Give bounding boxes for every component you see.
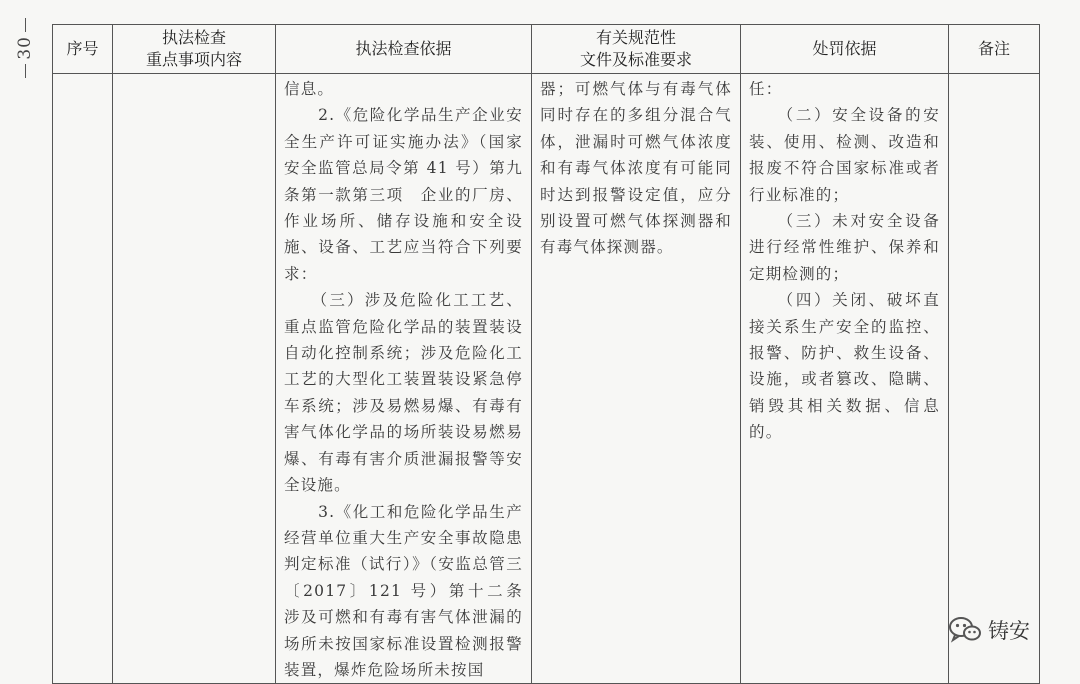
cell-penalty — [741, 74, 949, 684]
page-number-value: 30 — [15, 36, 35, 60]
header-norms-line1: 有关规范性 — [595, 28, 676, 47]
cell-norms — [532, 74, 741, 684]
cell-basis — [276, 74, 532, 684]
header-norms — [532, 25, 741, 74]
header-remarks: 备注 — [949, 25, 1040, 74]
basis-text: 信息。 2.《危险化学品生产企业安全生产许可证实施办法》（国家安全监管总局令第 41 号）第九条第一款第三项 企业的厂房、作业场所、储存设施和安全设施、设备、工艺应当符合下列要求： （三）涉及危险化工工艺、重点监管危险化学品的装置装设自动化控制系统；涉及危险化工工艺的大型化工装置装设紧急停车系统；涉及易燃易爆、有毒有害气体化学品的场所装设易燃易爆、有毒有害介质泄漏报警等安全设施。 3.《化工和危险化学品生产经营单位重大生产安全事故隐患判定标准（试行）》（安监总管三〔2017〕121 号）第十二条 涉及可燃和有毒有害气体泄漏的场所未按国家标准设置检测报警装置，爆炸危险场所未按国 — [284, 80, 523, 679]
header-seq: 序号 — [53, 25, 113, 74]
cell-remarks — [949, 74, 1040, 684]
enforcement-table — [52, 24, 1040, 684]
header-basis: 执法检查依据 — [276, 25, 532, 74]
cell-seq — [53, 74, 113, 684]
watermark-text: 铸安 — [988, 619, 1030, 643]
page-number-dash-bottom — [25, 64, 26, 78]
page-number-dash-top — [25, 18, 26, 32]
cell-items — [113, 74, 276, 684]
norms-text: 器；可燃气体与有毒气体同时存在的多组分混合气体，泄漏时可燃气体浓度和有毒气体浓度有可能同时达到报警设定值，应分别设置可燃气体探测器和有毒气体探测器。 — [540, 80, 732, 257]
header-penalty: 处罚依据 — [741, 25, 949, 74]
penalty-text: 任： （二）安全设备的安装、使用、检测、改造和报废不符合国家标准或者行业标准的； （三）未对安全设备进行经常性维护、保养和定期检测的； （四）关闭、破坏直接关系生产安全的监控、报警、防护、救生设备、设施，或者篡改、隐瞒、销毁其相关数据、信息的。 — [749, 80, 940, 442]
wechat-icon — [948, 616, 982, 644]
header-norms-line2: 文件及标准要求 — [579, 50, 692, 69]
page-number — [14, 18, 36, 98]
header-items-line2: 重点事项内容 — [145, 50, 242, 69]
header-items — [113, 25, 276, 74]
header-items-line1: 执法检查 — [161, 28, 226, 47]
table-row — [53, 74, 1040, 684]
watermark — [948, 612, 1030, 648]
header-row — [53, 25, 1040, 74]
